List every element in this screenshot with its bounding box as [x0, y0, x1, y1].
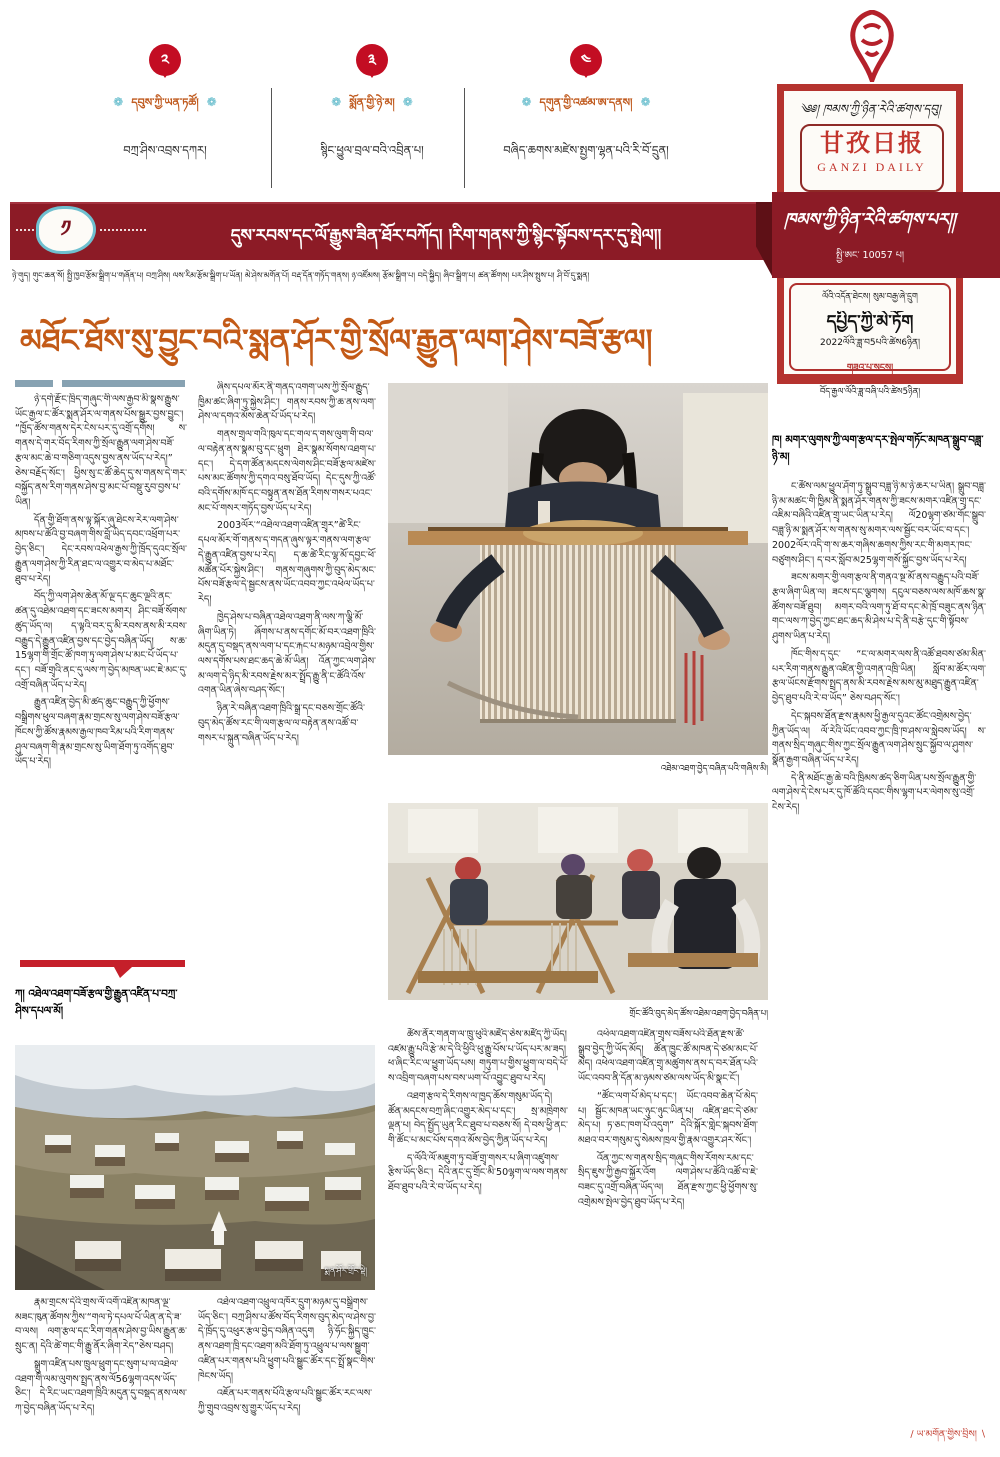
header-item-2 [280, 44, 464, 170]
article-paragraph: རྣམ་གྲངས་དེའི་གྲས་ལོ་འགོ་འཛིན་མཁན་ལྔ་མཟང་ཁུན་ཚོགས་ཀྱིས་“གལ་ཏེ་དཔལ་པོ་ཡིན་ན་དེ་ཟ་བ་ལས། ལག་རྩལ་དང་རིག་གནས་ཤེས་བྱ་ཡིས་རྒྱུན་ཆ་སྲུང་ན། དེའི་ཚེ་གང་གི་རྒྱུ་ནོར་ཞིག་རེད”ཅེས་བཤད། [15, 1297, 187, 1353]
article-paragraph: འོན་ཀྱང་ས་གནས་སྲིད་གཞུང་གིས་རོགས་རམ་དང་སྲིད་ཇུས་ཀྱི་རྒྱབ་སྐྱོར་འོག ལག་ཤེས་པ་ཚོའི་འཚོ་བ་ཇེ་བཟང་དུ་འགྲོ་བཞིན་ཡོད་ལ། ཐོན་རྫས་ཀྱང་ཕྱི་ཕྱོགས་སུ་འགྲེམས་སྤེལ་བྱེད་ཐུབ་ཡོད་པ་རེད། [578, 1152, 758, 1208]
article-column-bottom-a [15, 1296, 187, 1452]
section-divider [20, 960, 185, 982]
teaser-badge-icon [570, 44, 602, 76]
article-paragraph: འཕེལ་འཐག་འཛིན་གྲྭས་བཟོས་པའི་ཐོན་རྫས་ཚོ་སྒྲུབ་བྱེད་ཀྱི་ཡོད་མོད། ཚོན་ཁྱུང་ཚོ་མཁན་དེ་ཙམ་མང་པོ་མེད། འཕེལ་འཐག་འཛིན་གྲྭ་མཚུགས་ནས་ད་བར་ཐོན་པའི་ཡོང་འབབ་ནི་དོན་མ་ཉམས་ཙམ་ལས་ཡོད་མི་སྣང་ངོ་། [578, 1029, 758, 1085]
photo-loom-workshop [388, 803, 768, 1000]
article-paragraph: གནས་གྲྭལ་གའི་ཁུལ་དང་གལ་ད་གས་ལུག་གི་བལ་ལ་བརྟེན་ནས་སྣམ་བུ་དང་ཕྲུག ཐེར་སྣམ་སོགས་འཐག་པ་དང་། དེ་དག་ཚོན་མདངས་ལེགས་ཤིང་བཟོ་རྩལ་མཛེས་པས་མང་ཚོགས་ཀྱི་དགའ་བསུ་ཐོབ་ཡོད། དེང་དུས་ཀྱི་འཚོ་བའི་དགོས་མཁོ་དང་བསྟུན་ནས་ཐོན་རིགས་གསར་པའང་མང་པོ་གསར་གཏོད་བྱས་ཡོད་པ་རེད། [198, 429, 376, 514]
article-column-3 [388, 1028, 568, 1452]
article-paragraph: དོན་གྱི་ཐོག་ནས་ལྟ་སྐོར་ཞུ་ཐེངས་རེར་ལག་ཤེས་མཁས་པ་ཚོའི་བྱ་བཞག་གིས་བློ་ཡིད་དབང་འཕྲོག་པར་བྱེད་ཅིང་། དེང་རབས་འཕེལ་རྒྱས་ཀྱི་ཁྲོད་དུའང་སྲོལ་རྒྱུན་ལག་ཤེས་ཀྱི་རིན་ཐང་ལ་འགྱུར་བ་མེད་པ་མཐོང་ཐུབ་པ་རེད། [15, 514, 187, 585]
article-paragraph: ཁྱེད་ཤེས་པ་བཞིན་འཐེལ་འཐག་ནི་ལས་ཀ་ལྕི་མོ་ཞིག་ཡིན་ཏེ། ཞོགས་པ་ནས་དགོང་མོ་བར་འཐག་ཁྲིའི་མདུན་དུ་བསྡད་ནས་ལག་པ་དང་རྐང་པ་མཉམ་འབྲེལ་གྱིས་ལས་དགོས་པས་ཐང་ཆད་ཆེ་མོ་ཡིན། འོན་ཀྱང་ལག་ཤེས་མ་ལག་དེ་ཉིད་མི་རབས་རྗེས་མར་སྤྲོད་རྒྱུ་ནི་ང་ཚོའི་འོས་འགན་ཡིན་ཞེས་བཤད་སོང་། [198, 611, 376, 697]
ribbon-dotted-line [16, 229, 38, 231]
article-paragraph: འཇོན་པར་གནས་པོའི་རྩལ་པའི་སྒྱུང་ཚོར་རང་ལས་ཀྱི་གྲུབ་འབྲས་སུ་གྱུར་ཡོད་པ་རེད། [198, 1388, 373, 1415]
masthead-date-box [789, 283, 951, 397]
lotus-ornament-icon: ❁ [113, 95, 124, 109]
teaser-title-row [60, 90, 270, 121]
teaser-badge-icon [356, 44, 388, 76]
article-paragraph: སྒྲུག་འཛིན་པས་ཁྲུལ་ཕྲུག་དང་སུག་པ་ལ་འཐེལ་འཐག་གི་ལམ་ལུགས་སྤྲད་ནས་ལོ56ལྷག་འདས་ཡོད་ཅིང་། དེ་རིང་ཡང་འཐག་ཁྲིའི་མདུན་དུ་བསྡད་ནས་ལས་ཀ་བྱེད་བཞིན་ཡོད་པ་རེད། [15, 1358, 187, 1415]
article-byline: ∕ ཡ་མགོན་གྱིས་བྲིས། ∖ [910, 1429, 986, 1440]
article-paragraph: ཚོས་ནོར་གནག་ལ་ཁྲུ་ཕུའི་མཛོད་ཅེས་མཛོད་ཀྱི་ཡོད། འཛམ་རྒྱུ་པའི་རྩེ་མ་དེ་འི་ཕྱིའི་ཕུ་རྒྱུ་པོས་པ་ཡོད་པར་མ་ཟད། ཕ་ཞིང་རིང་ལ་ཕྱུག་ཡོད་པས། གཏུག་པ་གྱིས་ཕྱུག་ལ་བདེ་པོ་ས་འབྲིག་བཞག་པས་བས་ཡག་པོ་འབྱུང་ཐུབ་པ་རེད། [388, 1029, 568, 1085]
section-header-ka: ཀ། འཐེལ་འཐག་བཟོ་རྩལ་གྱི་རྒྱུན་འཛིན་པ་བཀྲ་ཤིས་དཔལ་མོ། [15, 988, 178, 1017]
article-paragraph: ཞིས་དཔལ་མོར་ནི་གནད་འགག་ཡས་ཀྱི་སྲོལ་རྒྱུད་ཁྱིམ་ཚང་ཞིག་ཏུ་སྐྱེས་ཤིང་། གནས་རབས་ཀྱི་ཆ་ནས་ལག་ཤེས་ལ་དགའ་མོས་ཆེན་པོ་ཡོད་པ་རེད། [198, 382, 376, 423]
editors-line: ཉེ་གུད། གུང་ཆན་སོ། སྤྱི་ཁྱབ་རྩོམ་སྒྲིག་པ་གཞོན་པ། བཀྲ་ཤིས། ལས་རིམ་རྩོམ་སྒྲིག་པ་ཡོན། མེ་ཤེས་མགོན་པོ། བརྡ་དོན་གཏོད་གནས། ཉ་འཛོམས། རྩོམ་སྒྲིག་པ། བདེ་སྐྱིད། ཞིབ་སྒྲིག་པ། ཚན་ཚོགས། པར་ཤིས་སྤུས་པ། ཤི་བོ་དུ་སྨན། [12, 271, 590, 280]
masthead-english-title: GANZI DAILY [817, 160, 927, 174]
issues-per-year: ལོའི་འདོན་ཐེངས། སུམ་བརྒྱ་ཞེ་དྲུག [822, 292, 918, 302]
teaser-title-row [280, 90, 464, 121]
masthead-name-box [800, 124, 944, 192]
weekday: གཟའ་པ་སངས། [846, 363, 894, 373]
photo-caption-2: གྲོང་ཚོའི་བུད་མེད་ཚོས་འཐེམ་འཐག་བྱེད་བཞིན་པ། [629, 1009, 768, 1019]
teaser-number: ༣ [368, 51, 376, 69]
teaser-subtitle: བཀྲ་ཤིས་འབྲས་དཀར། [123, 143, 207, 157]
lotus-ornament-icon: ❁ [521, 95, 532, 109]
masthead-tibetan-script: ༄༅། ཁམས་ཀྱི་ཉིན་རེའི་ཚགས་དབུ། [799, 102, 941, 116]
teaser-number: ༢ [161, 51, 169, 69]
article-paragraph: ཟངས་མགར་གྱི་ལག་རྩལ་ནི་གནའ་སྔ་མོ་ནས་བརྒྱུད་པའི་བཟོ་རྩལ་ཞིག་ཡིན་ལ། ཟངས་དང་ལྕགས། དངུལ་བཅས་ལས་མཁོ་ཆས་སྣ་ཚོགས་བཟོ་ཐུབ། མགར་བའི་ལག་ཏུ་ཐོ་བ་དང་མེ་ཁྲོ་བཟུང་ནས་ཉིན་གང་ལས་ཀ་བྱེད་ཀྱང་ཐང་ཆད་མི་ཤེས་པ་དེ་ནི་བརྩེ་དུང་གི་སྟོབས་ཤུགས་ཡིན་པ་རེད། [772, 572, 986, 643]
header-item-1 [60, 44, 270, 170]
article-paragraph: ད་ལོའི་ལོ་མཇུག་ཏུ་བཟོ་གྲྭ་གསར་པ་ཞིག་འཛུགས་རྩིས་ཡོད་ཅིང་། དེའི་ནང་དུ་གྲོང་མི་50ལྷག་ལ་ལས་གནས་ཐོབ་ཐུབ་པའི་རེ་བ་ཡོད་པ་རེད། [388, 1152, 568, 1194]
article-paragraph: འཐག་རྩལ་དེ་རིགས་ལ་ཁྱད་ཆོས་གསུམ་ཡོད་དེ། ཚོན་མདངས་བཀྲ་ཞིང་འགྱུར་མེད་པ་དང་། སྲ་མཁྲེགས་ལྡན་པ། བེད་སྤྱོད་ཡུན་རིང་ཐུབ་པ་བཅས་སོ། དེ་བས་ཕྱི་ནང་གི་ཚོང་པ་མང་པོས་དགའ་མོས་བྱེད་ཀྱིན་ཡོད་པ་རེད། [388, 1090, 568, 1147]
article-paragraph: དེང་སྐབས་ཐོན་རྫས་རྣམས་ཕྱི་རྒྱལ་དུའང་ཚོང་འགྲེམས་བྱེད་ཀྱིན་ཡོད་ལ། ལོ་རེའི་ཡོང་འབབ་ཀྱང་ཁྲི་ཁ་ཤས་ལ་སླེབས་ཡོད། ས་གནས་སྲིད་གཞུང་གིས་ཀྱང་སྲོལ་རྒྱུན་ལག་ཤེས་སྲུང་སྐྱོབ་ལ་ཤུགས་སྣོན་རྒྱག་བཞིན་ཡོད་པ་རེད། [772, 710, 986, 766]
teaser-title: དགུན་གྱི་འཚམ་ཨ་དནས། [539, 96, 633, 109]
header-divider [271, 88, 272, 188]
teaser-title: དབུས་ཀྱི་ཡན་ཏཚོ། [131, 96, 199, 109]
article-paragraph: ང་ཚོས་ལམ་ཕྱུལ་ཤོག་ཏུ་སྒྲུབ་བཟླ་ཉི་མ་ཉེ་ཆར་པ་ཡིན། སྒྲུབ་བཟླ་ཉི་མ་མཚང་གི་ཁྱིམ་ནི་སྨན་ཤོར་གནས་ཀྱི་ཟངས་མགར་འཛིན་གྲྭ་དང་འཇིམ་བཞིའི་འཛིན་གྲྭ་ཡང་ཡིན་པ་རེད། ལོ20ལྷག་ཙམ་གོང་སྒྲུབ་བཟླ་ཉི་མ་སྨན་ཤོར་ས་གནས་སུ་མགར་ལས་སྦྱོང་བར་ཡོང་བ་དང་། 2002ལོར་འདི་ག་ས་ཆར་གཞིས་ཆགས་ཀྱིས་རང་གི་མགར་ཁང་བཙུགས་ཤིང་། ད་བར་སློབ་མ25ལྷག་གསོ་སྐྱོང་བྱས་ཡོད་པ་རེད། [772, 481, 986, 566]
photo-overlay-caption: སྨན་ཤོར་གྲོང་སྡེ། [324, 1266, 367, 1275]
teaser-title-row [478, 90, 694, 121]
teaser-subtitle: སྙིང་ཕྱུལ་བྲལ་བའི་འབྲིན་པ། [320, 143, 424, 157]
photo-weaving-woman [388, 383, 768, 755]
article-paragraph: ཁོང་གིས་ད་དུང་ “ང་ལ་མགར་ལས་ནི་འཚོ་ཐབས་ཙམ་མིན་པར་རིག་གནས་རྒྱུན་འཛིན་གྱི་འགན་འཁྲི་ཡིན། སློབ་མ་ཚོར་ལག་རྩལ་ཡོངས་རྫོགས་སྤྲད་ནས་མི་རབས་རྗེས་མས་མུ་མཐུད་རྒྱུན་འཛིན་བྱེད་ཐུབ་པའི་རེ་བ་ཡོད” ཅེས་བཤད་སོང་། [772, 648, 986, 705]
lotus-ornament-icon: ❁ [331, 95, 342, 109]
article-paragraph: “ཚོང་ལག་པོ་མེད་པ་དང་། ཡོང་འབབ་ཆེན་པོ་མེད་པ། སྦྱོང་མཁན་ཡང་ཉུང་ཉུང་ཡིན་པ། འཛིན་ཐང་དེ་ཙམ་མེད་པ། ཏ་ཅང་ཁག་པོ་འདུག” དེའི་སྐོར་གླེང་སྐབས་ཐོག་མཐའ་བར་གསུམ་དུ་སེམས་ཁྲལ་གྱི་རྣམ་འགྱུར་ཤར་སོང་། [578, 1090, 758, 1147]
teaser-badge-icon [149, 44, 181, 76]
issue-number: སྤྱི་ཨང་ 10057 པ། [836, 250, 904, 261]
header-divider [464, 88, 465, 188]
article-column-bottom-b [198, 1296, 376, 1452]
header-item-3 [478, 44, 694, 170]
tibetan-date: བོད་རྒྱལ་ལོའི་ཟླ་བཞི་པའི་ཚེས5ཉིན། [819, 387, 921, 397]
article-paragraph: དེ་ནི་མཐོང་རྒྱ་ཆེ་བའི་ཁྲིམས་ཚད་ཅིག་ཡིན་པས་སྲོལ་རྒྱུན་གྱི་ལག་ཤེས་དེ་ངེས་པར་དུ་ཁོ་ཚོའི་དབང་གིས་ལྷག་པར་ལེགས་སུ་འགྲོ་ངེས་རེད། [772, 772, 977, 814]
ribbon-slogan: དུས་རབས་དང་ལོ་རྒྱུས་ཟིན་ཐོར་བཀོད། །རིག་གནས་ཀྱི་སྙིང་སྟོབས་དར་དུ་སྤེལ།། [230, 226, 662, 246]
article-paragraph: རྒྱུན་འཛིན་བྱེད་མི་ཚད་ཆུང་བརྒྱུད་ཀྱི་ཕྱོགས་བསྒྲིགས་ཕུལ་བཞག་རྣམ་གྲངས་སུ་ལག་ཤེས་བཟོ་རྩལ་ཁོངས་ཀྱི་ཚོས་རྣམས་རྒྱལ་ཁབ་རིམ་པའི་རིག་གནས་ཤུལ་བཞག་གི་རྣམ་གྲངས་སུ་ཡིག་ཐོག་ཏུ་འགོད་ཐུབ་ཡོད་པ་རེད། [15, 697, 180, 768]
section-header-kha: ཁ། མགར་ལུགས་ཀྱི་ལག་རྩལ་དར་སྤེལ་གཏོང་མཁན་སྒྲུབ་བཟླ་ཉི་མ། [772, 434, 984, 463]
masthead-red-band [772, 192, 1000, 278]
article-paragraph: འཐེལ་འཐག་འཕྲུལ་འཁོར་དྲུག་མཉམ་དུ་བསྒྲིགས་ཡོད་ཅིང་། བཀྲ་ཤིས་པ་ཚོས་བོད་རིགས་བུད་མེད་ལ་ཤེས་བྱ་དེ་ཁྲོད་དུ་འཕུར་རྩལ་བྱེད་བཞིན་འདུག ཉི་ཧོང་སྐྱིད་ཁྱུང་ནས་འཐག་ཁྲི་དང་འཐག་མའི་ཐོག་ཏུ་འཕྲུལ་པ་ལས་སྒྱུག་འཛིན་པར་གནས་པའི་ཕྱུག་པའི་སྒྱུང་ཚོར་དང་སྤྲོ་སྣང་གིས་ཁེངས་ཡོད། [198, 1297, 376, 1382]
article-column-1 [15, 393, 187, 958]
lotus-ornament-icon: ❁ [206, 95, 217, 109]
column-deco-bar [62, 380, 185, 387]
gregorian-date: 2022ལོའི་ཟླ་བ5པའི་ཚེས6ཉིན། [820, 338, 920, 348]
article-paragraph: ཉིན་རེ་བཞིན་འཐག་ཁྲིའི་སྒྲ་དང་བཅས་གྲོང་ཚོའི་བུད་མེད་ཚོས་རང་གི་ལག་རྩལ་ལ་བརྟེན་ནས་འཚོ་བ་གསར་པ་སྐྲུན་བཞིན་ཡོད་པ་རེད། [198, 703, 365, 744]
article-headline: མཐོང་ཐོས་སུ་བྱུང་བའི་སྨན་ཤོར་གྱི་སྲོལ་རྒྱུན་ལག་ཤེས་བཟོ་རྩལ། [20, 323, 653, 359]
teaser-number: ༤ [580, 51, 592, 69]
masthead-chinese-title: 甘孜日报 [820, 128, 924, 157]
masthead-bottom-strip [777, 374, 963, 384]
newspaper-seal-icon [842, 10, 902, 82]
column-deco-bar [15, 380, 53, 387]
article-column-5 [772, 480, 986, 1420]
photo-caption-1: འཐེམ་འཐག་བྱེད་བཞིན་པའི་གཞིས་མི། [660, 764, 768, 774]
article-column-2 [198, 381, 376, 1038]
lotus-ornament-icon: ❁ [640, 95, 651, 109]
page-number: ༡ [60, 217, 72, 242]
lotus-ornament-icon: ❁ [402, 95, 413, 109]
teaser-title: སྨོན་གྱི་ཉེ་མ། [349, 96, 395, 109]
photo-snowy-village [15, 1045, 375, 1290]
article-column-4 [578, 1028, 758, 1452]
article-paragraph: ཉེ་དགེ་རྫོང་ཁྲིད་གཞུང་གི་ལས་རྒྱབ་མི་སྣས་རྒྱུས་ཡོང་རྒྱལ་ང་ཚོར་སྨན་ཤོར་ལ་གནས་པོས་སྒྱུར་བྱས་བྱུང་། “ཁྱོད་ཚོས་གནས་དེར་ངེས་པར་དུ་འགྲོ་དགོས། ས་གནས་དེ་གར་བོད་རིགས་ཀྱི་སྲོལ་རྒྱུན་ལག་ཤེས་བཟོ་རྩལ་མང་ཆེ་བ་གཅིག་འདུས་བྱས་ནས་ཡོད་པ་རེད།” ཅེས་བརྗོད་སོང་། ཕྱིས་སུ་ང་ཚོ་ཆེད་དུ་ས་གནས་དེ་གར་བསྐྱོད་ནས་རིག་གནས་ཤེས་བྱ་མང་པོ་བསྡུ་རུབ་བྱས་པ་ཡིན། [15, 394, 187, 509]
ribbon-fold [756, 202, 772, 276]
teaser-subtitle: བཞིད་ཆགས་མཛེས་སྤྱག་ལྷན་པའི་རི་བོ་དྲུན། [503, 143, 669, 157]
article-paragraph: 2003ལོར་“འཐེལ་འཐག་འཛིན་གྲྭར”ཚེ་རིང་དཔལ་མོར་གོ་གནས་ད་གདན་ཞུས་ལྟར་གནས་ལག་རྩལ་དེ་རྒྱུན་འཛིན་བྱས་པ་རེད། ད་ཆ་ཚེ་རིང་ལྷ་མོ་དབྱང་ཕོ་མཚོན་པོར་སྐྱེས་ཤིང་། གནས་གཞུགས་ཀྱི་བུད་མེད་མང་པོས་བཟོ་རྩལ་དེ་སྦྱངས་ནས་ཡོང་འབབ་ཀྱང་འཕེལ་ཡོད་པ་རེད། [198, 520, 376, 606]
masthead-cursive-title: ཁམས་ཀྱི་ཉིན་རེའི་ཚགས་པར།། [784, 210, 956, 230]
article-paragraph: བོད་ཀྱི་ལག་ཤེས་ཆེན་མོ་ལྔ་དང་ཆུང་ལྔའི་ནང་ཚན་དུ་འཐེམ་འཐག་དང་ཟངས་མགར། ཤིང་བཟོ་སོགས་ཚུད་ཡོད་ལ། ད་ལྟའི་བར་དུ་མི་རབས་ནས་མི་རབས་བརྒྱུད་དེ་རྒྱུན་འཛིན་བྱས་དང་བྱེད་བཞིན་ཡོད། ས་ཆ་15ལྷག་གི་གྲོང་ཚོ་ཁག་ཏུ་ལག་ཤེས་པ་མང་པོ་ཡོད་པ་དང་། བཟོ་གྲྭའི་ནང་དུ་ལས་ཀ་བྱེད་མཁན་ཡང་ཇེ་མང་དུ་འགྲོ་བཞིན་ཡོད་པ་རེད། [15, 591, 187, 691]
edition-name: དཔྱིད་ཀྱི་མེ་ཏོག [826, 312, 914, 332]
